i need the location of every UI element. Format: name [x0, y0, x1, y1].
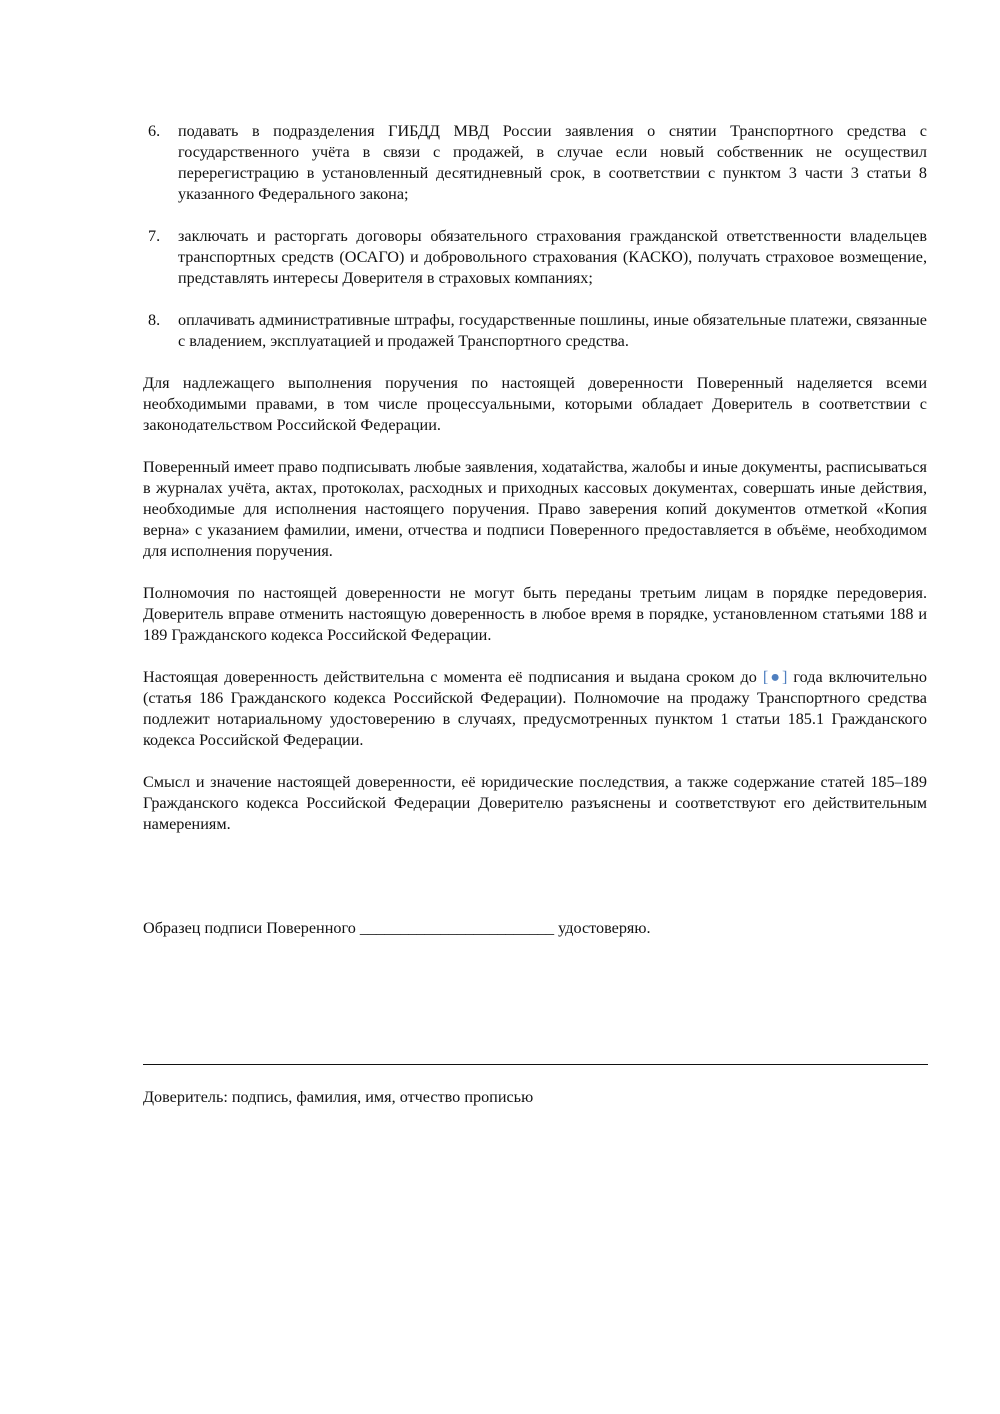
list-item	[143, 310, 927, 352]
signature-sample-line	[143, 918, 651, 939]
powers-list	[143, 121, 927, 352]
list-item-text: оплачивать административные штрафы, государственные пошлины, иные обязательные платежи, связанные с владением, эксплуатацией и продажей Транспортного средства.	[178, 311, 927, 350]
transfer-paragraph: Полномочия по настоящей доверенности не могут быть переданы третьим лицам в порядке передоверия. Доверитель вправе отменить настоящую доверенность в любое время в порядке, установленном статьями 188 и 189 Гражданского кодекса Российской Федерации.	[143, 584, 927, 644]
validity-text-end: года включительно (статья 186 Гражданского кодекса Российской Федерации). Полномочие на продажу Транспортного средства подлежит нотариальному удостоверению в случаях, предусмотренных пунктом 1 статьи 185.1 Гражданского кодекса Российской Федерации.	[143, 668, 927, 749]
list-item-number: 8.	[148, 311, 161, 329]
signing-paragraph: Поверенный имеет право подписывать любые заявления, ходатайства, жалобы и иные документы, расписываться в журналах учёта, актах, протоколах, расходных и приходных кассовых документах, совершать иные действия, необходимые для исполнения настоящего поручения. Право заверения копий документов отметкой «Копия верна» с указанием фамилии, имени, отчества и подписи Поверенного предоставляется в объёме, необходимом для исполнения поручения.	[143, 458, 927, 560]
list-item	[143, 226, 927, 289]
signature-rule	[143, 1064, 928, 1065]
list-item-number: 6.	[148, 122, 161, 140]
list-item-text: подавать в подразделения ГИБДД МВД России заявления о снятии Транспортного средства с государственного учёта в связи с продажей, в случае если новый собственник не осуществил перерегистрацию в установленный десятидневный срок, в соответствии с пунктом 3 части 3 статьи 8 указанного Федерального закона;	[178, 122, 927, 203]
list-item	[143, 121, 927, 205]
signature-sample-label: Образец подписи Поверенного	[143, 919, 356, 937]
meaning-paragraph: Смысл и значение настоящей доверенности, её юридические последствия, а также содержание статей 185–189 Гражданского кодекса Российской Федерации Доверителю разъяснены и соответствуют его действительным намерениям.	[143, 773, 927, 833]
document-body	[143, 121, 927, 856]
list-item-number: 7.	[148, 227, 161, 245]
signature-sample-suffix: удостоверяю.	[558, 919, 651, 937]
signature-sample-blank[interactable]: ________________________	[359, 919, 555, 937]
rights-paragraph: Для надлежащего выполнения поручения по настоящей доверенности Поверенный наделяется всеми необходимыми правами, в том числе процессуальными, которыми обладает Доверитель в соответствии с законодательством Российской Федерации.	[143, 374, 927, 434]
validity-paragraph	[143, 667, 927, 751]
term-placeholder[interactable]: [●]	[762, 668, 788, 686]
principal-signature-caption: Доверитель: подпись, фамилия, имя, отчество прописью	[143, 1088, 534, 1106]
list-item-text: заключать и расторгать договоры обязательного страхования гражданской ответственности владельцев транспортных средств (ОСАГО) и добровольного страхования (КАСКО), получать страховое возмещение, представлять интересы Доверителя в страховых компаниях;	[178, 227, 927, 287]
validity-text-start: Настоящая доверенность действительна с момента её подписания и выдана сроком до	[143, 668, 763, 686]
